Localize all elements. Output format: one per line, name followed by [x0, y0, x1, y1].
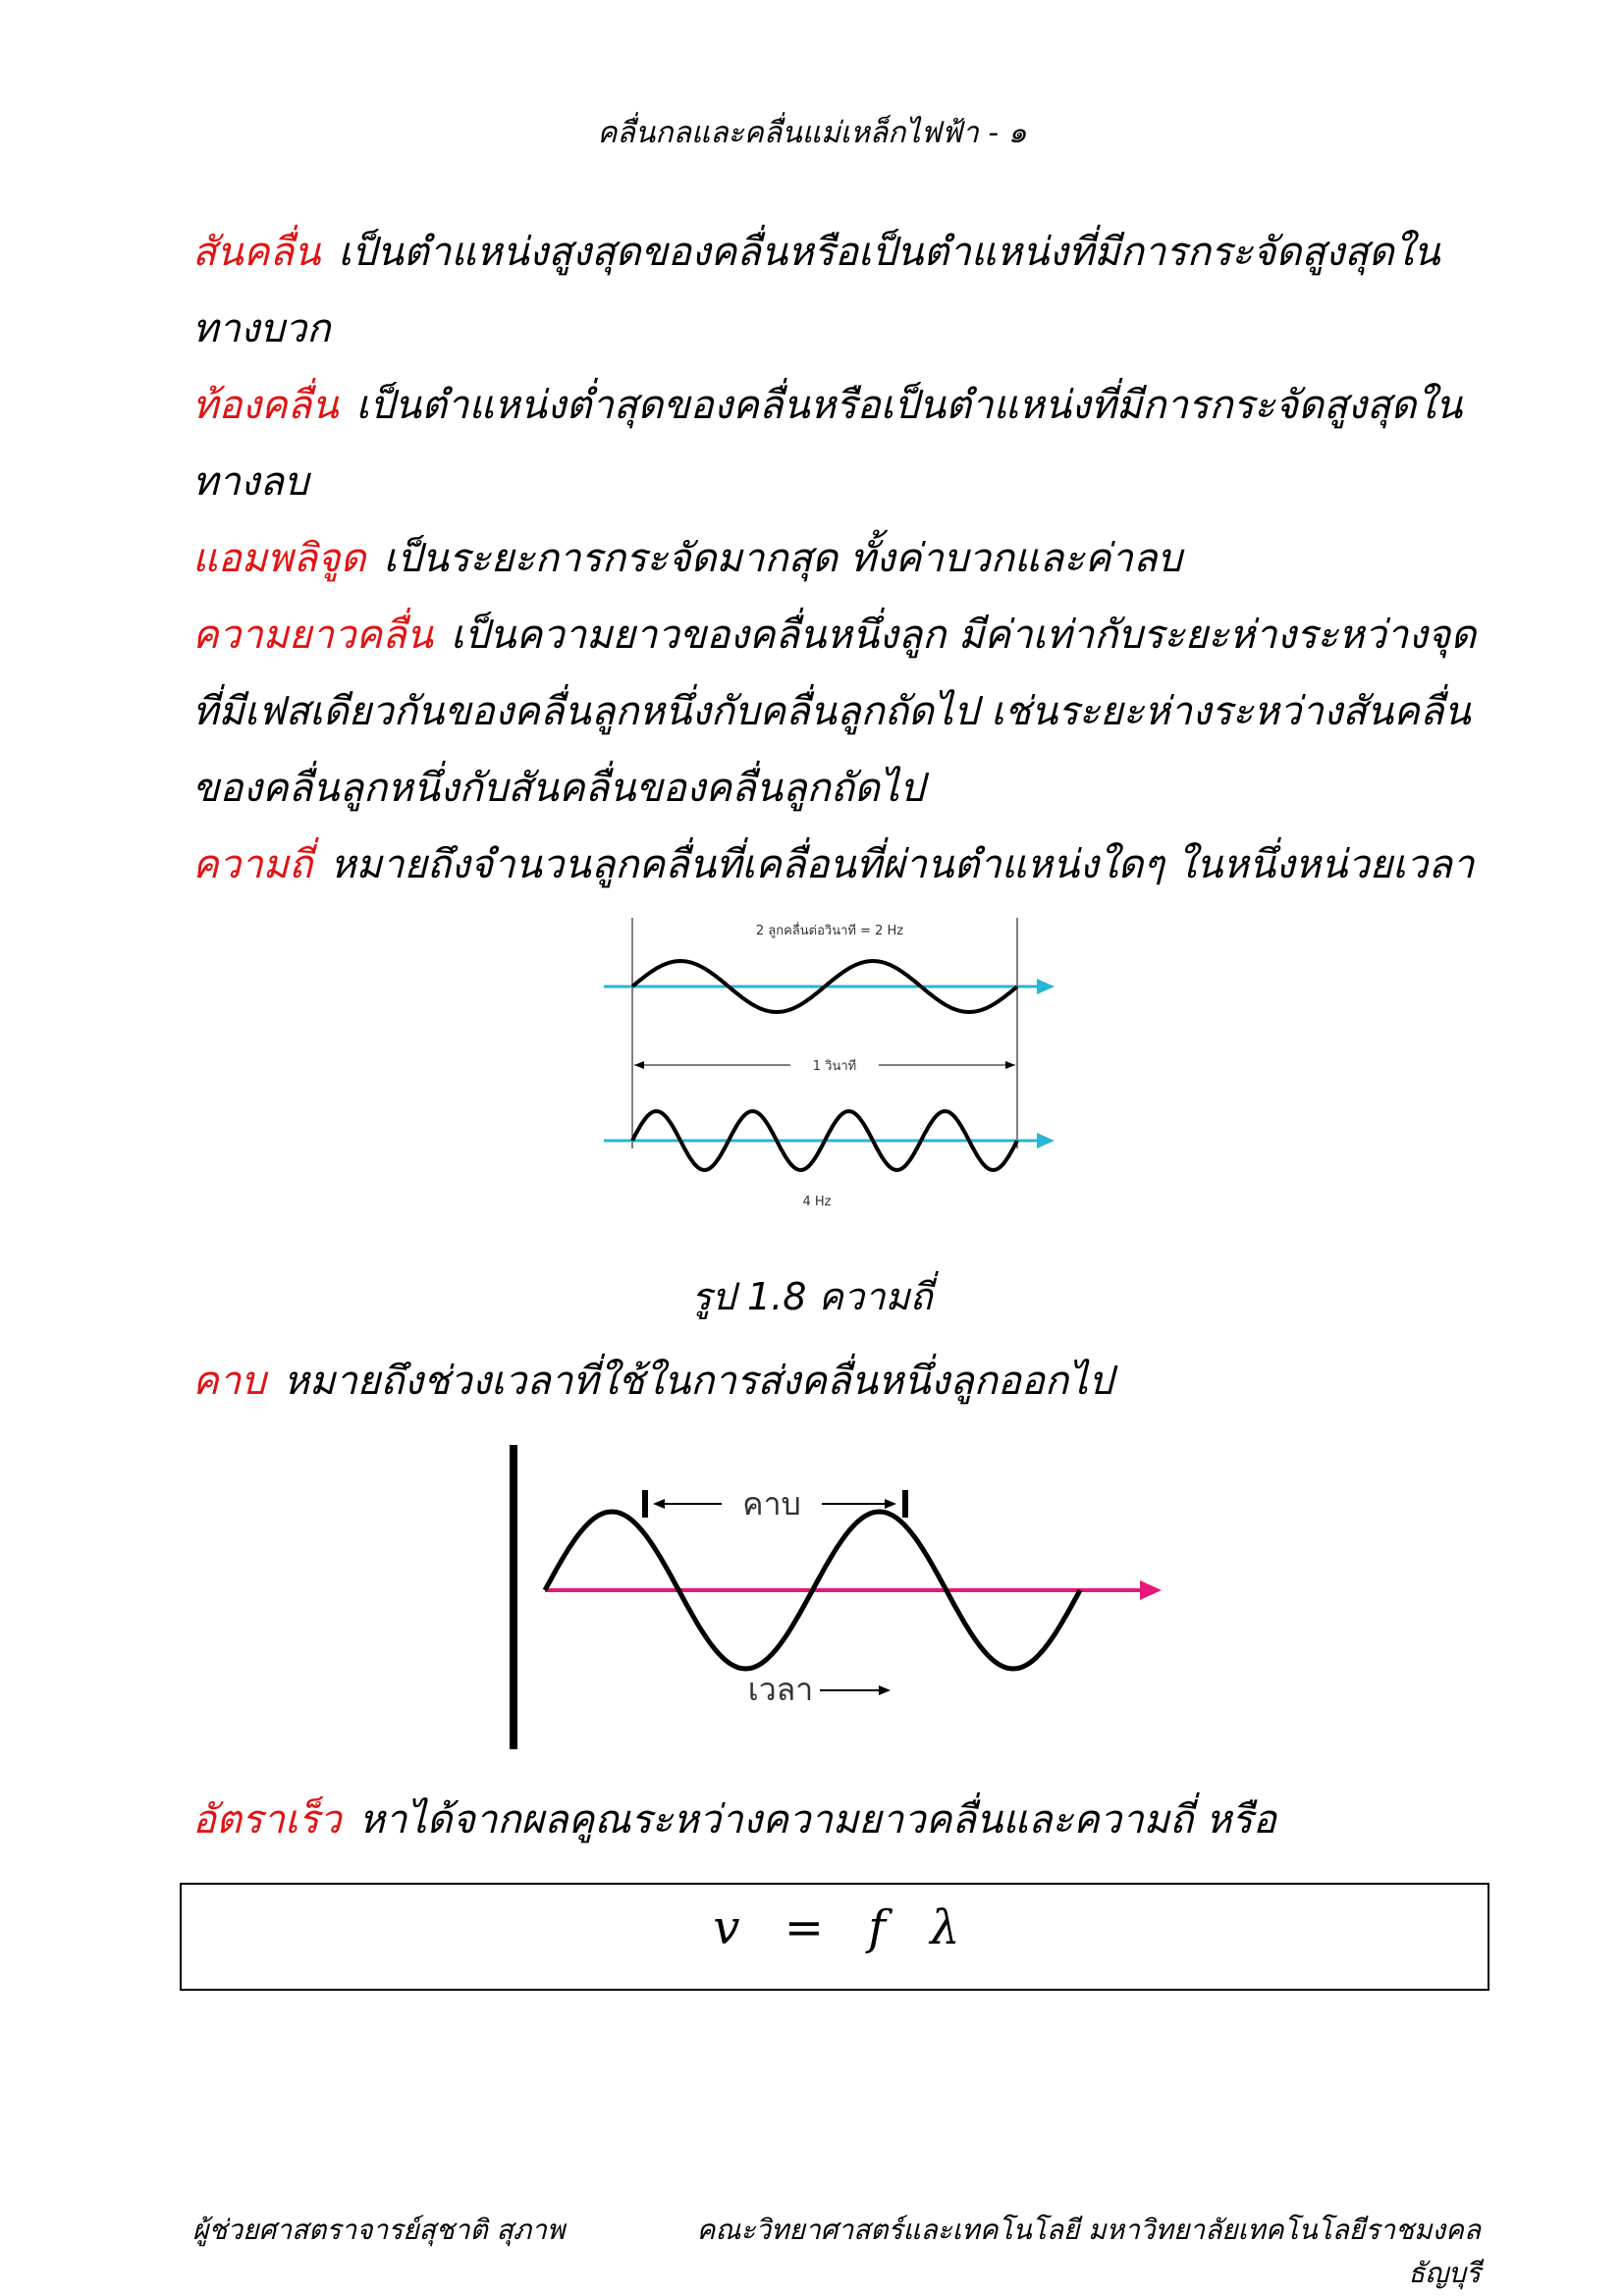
top-wave-label: 2 ลูกคลื่นต่อวินาที = 2 Hz — [755, 924, 904, 938]
definition-text: หมายถึงช่วงเวลาที่ใช้ในการส่งคลื่นหนึ่งลูกออกไป — [283, 1359, 1113, 1404]
period-arrowhead-right — [885, 1499, 896, 1509]
term-label: ความยาวคลื่น — [192, 613, 434, 658]
definition-amplitude — [192, 520, 1479, 597]
wave-speed-formula: v = f λ — [713, 1900, 960, 1955]
definition-text: เป็นตำแหน่งต่ำสุดของคลื่นหรือเป็นตำแหน่งที่มีการกระจัดสูงสุดในทางลบ — [192, 383, 1463, 505]
page-header: คลื่นกลและคลื่นแม่เหล็กไฟฟ้า - ๑ — [597, 116, 1027, 150]
period-marker-right — [902, 1490, 908, 1518]
term-label: ความถี่ — [192, 842, 313, 887]
period-arrowhead-left — [653, 1499, 665, 1509]
definition-wavelength — [192, 597, 1479, 827]
time-axis-arrowhead — [1140, 1580, 1162, 1600]
vertical-axis-bar — [510, 1445, 517, 1749]
time-label: เวลา — [747, 1671, 814, 1708]
term-label: แอมพลิจูด — [192, 536, 366, 581]
definition-speed — [192, 1782, 1479, 1858]
term-label: ท้องคลื่น — [192, 383, 339, 428]
period-figure — [506, 1443, 1173, 1757]
footer-institution: คณะวิทยาศาสตร์และเทคโนโลยี มหาวิทยาลัยเทคโนโลยีราชมงคลธัญบุรี — [696, 2214, 1481, 2289]
span-arrowhead-left — [634, 1061, 644, 1069]
definition-text: หมายถึงจำนวนลูกคลื่นที่เคลื่อนที่ผ่านตำแหน่งใดๆ ในหนึ่งหน่วยเวลา — [330, 842, 1475, 887]
frequency-figure — [599, 913, 1070, 1217]
figure-caption: รูป 1.8 ความถี่ — [691, 1275, 933, 1318]
definition-text: เป็นตำแหน่งสูงสุดของคลื่นหรือเป็นตำแหน่งที่มีการกระจัดสูงสุดในทางบวก — [192, 230, 1440, 351]
bottom-axis-arrowhead — [1037, 1133, 1055, 1148]
time-arrowhead — [879, 1685, 891, 1695]
period-label: คาบ — [742, 1485, 801, 1522]
top-axis-arrowhead — [1037, 979, 1055, 994]
period-marker-left — [642, 1490, 648, 1518]
term-label: อัตราเร็ว — [192, 1797, 342, 1842]
definition-text: หาได้จากผลคูณระหว่างความยาวคลื่นและความถี่ หรือ — [358, 1797, 1276, 1842]
formula-box — [180, 1883, 1489, 1991]
term-label: สันคลื่น — [192, 230, 321, 275]
definition-crest — [192, 214, 1479, 367]
bottom-wave-label: 4 Hz — [802, 1195, 832, 1209]
term-label: คาบ — [192, 1359, 266, 1404]
footer-author: ผู้ช่วยศาสตราจารย์สุชาติ สุภาพ — [192, 2214, 566, 2246]
definition-period — [192, 1343, 1479, 1419]
one-second-label: 1 วินาที — [812, 1059, 857, 1074]
definition-text: เป็นระยะการกระจัดมากสุด ทั้งค่าบวกและค่าลบ — [383, 536, 1182, 581]
definition-frequency — [192, 827, 1479, 903]
definition-text: เป็นความยาวของคลื่นหนึ่งลูก มีค่าเท่ากับระยะห่างระหว่างจุดที่มีเฟสเดียวกันของคลื่นลูกหนึ่งกับคลื่นลูกถัดไป เช่นระยะห่างระหว่างสันคลื่นของคลื่นลูกหนึ่งกับสันคลื่นของคลื่นลูกถัดไป — [192, 613, 1477, 811]
definition-trough — [192, 367, 1479, 520]
span-arrowhead-right — [1005, 1061, 1015, 1069]
